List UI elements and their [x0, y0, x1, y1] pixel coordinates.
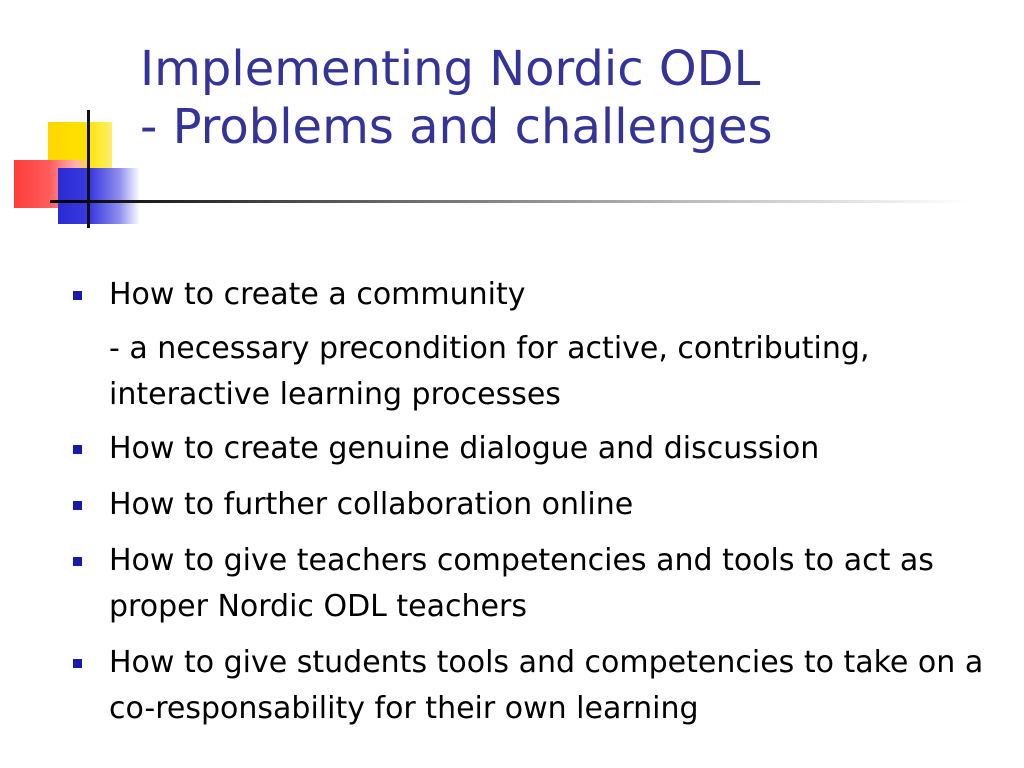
square-bullet-icon [73, 445, 82, 454]
bullet-item [70, 272, 1010, 318]
slide-title-line-2: - Problems and challenges [140, 99, 773, 155]
bullet-text: How to give teachers competencies and tools to act as proper Nordic ODL teachers [109, 543, 934, 624]
title-underline-rule [50, 200, 970, 203]
square-bullet-icon [73, 501, 82, 510]
square-bullet-icon [73, 659, 82, 668]
bullet-item [70, 538, 1010, 630]
slide-title-line-1: Implementing Nordic ODL [140, 41, 761, 97]
bullet-text: How to give students tools and competencies to take on a co-responsability for their own learning [109, 645, 984, 726]
bullet-item [70, 640, 1010, 732]
bullet-text: How to further collaboration online [109, 487, 634, 522]
square-bullet-icon [73, 557, 82, 566]
bullet-text: How to create genuine dialogue and discussion [109, 431, 820, 466]
bullet-subtext: - a necessary precondition for active, contributing, interactive learning processes [109, 331, 870, 412]
decorative-blue-bar [58, 168, 140, 224]
slide-title [140, 40, 1000, 156]
bullet-item [70, 426, 1010, 472]
bullet-text: How to create a community [109, 277, 526, 312]
square-bullet-icon [73, 291, 82, 300]
bullet-item [70, 482, 1010, 528]
decorative-vertical-line [87, 110, 90, 228]
bullet-list [70, 272, 1010, 742]
